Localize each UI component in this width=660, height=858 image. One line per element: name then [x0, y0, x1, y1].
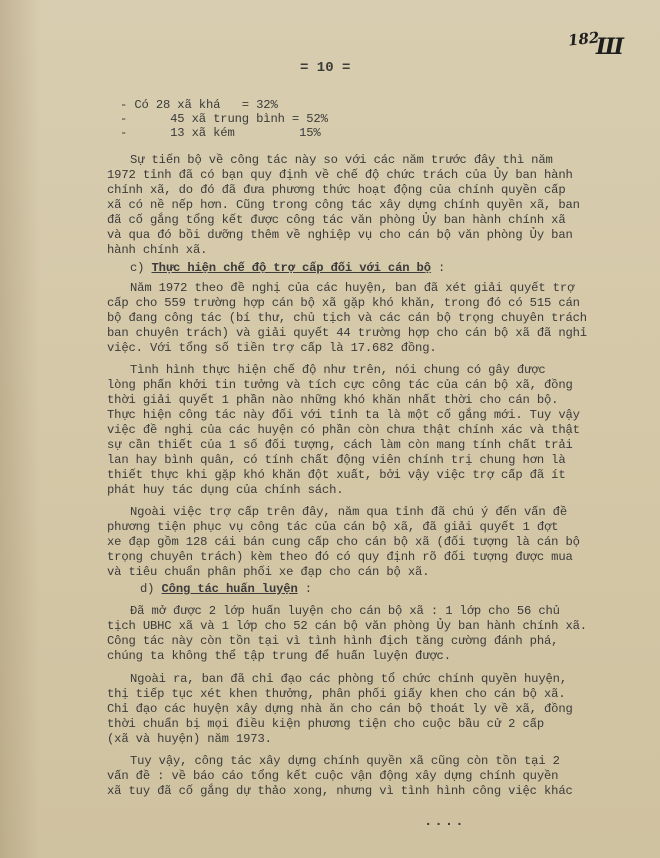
paragraph-line: bộ đang công tác (bí thư, chủ tịch và các cán bộ trọng chuyên trách	[107, 311, 587, 325]
paragraph-line: Đã mở được 2 lớp huấn luyện cho cán bộ xã : 1 lớp cho 56 chủ	[130, 604, 560, 618]
paragraph-line: Công tác này còn tồn tại vì tình hình địch tăng cường đánh phá,	[107, 634, 559, 648]
paragraph-line: Tình hình thực hiện chế độ như trên, nói chung có gây được	[130, 363, 546, 377]
paragraph-line: ban chuyên trách) và giải quyết 44 trường hợp cho cán bộ xã đã nghỉ	[107, 326, 587, 340]
paragraph-line: tịch UBHC xã và 1 lớp cho 52 cán bộ văn phòng Ủy ban hành chính xã.	[107, 619, 587, 633]
paragraph-line: Năm 1972 theo đề nghị của các huyện, ban đã xét giải quyết trợ	[130, 281, 575, 295]
section-prefix: c)	[130, 261, 152, 275]
stat-line: - Có 28 xã khá = 32%	[120, 98, 278, 112]
handwritten-folio-number: 182	[567, 28, 601, 50]
paragraph-line: hành chính xã.	[107, 243, 208, 257]
paragraph-line: Sự tiến bộ về công tác này so với các năm trước đây thì năm	[130, 153, 553, 167]
paragraph-line: (xã và huyện) năm 1973.	[107, 732, 272, 746]
section-title: Thực hiện chế độ trợ cấp đối với cán bộ	[151, 261, 431, 275]
section-suffix: :	[297, 582, 312, 596]
paragraph-line: thị tiếp tục xét khen thưởng, phân phối giấy khen cho cán bộ xã.	[107, 687, 566, 701]
paragraph-line: 1972 tỉnh đã có bạn quy định về chế độ chức trách của Ủy ban hành	[107, 168, 573, 182]
paragraph-line: phương tiện phục vụ công tác của cán bộ xã, đã giải quyết 1 đợt	[107, 520, 559, 534]
paragraph-line: đã cố gắng tổng kết được công tác văn phòng Ủy ban hành chính xã	[107, 213, 566, 227]
paragraph-line: trọng chuyên trách) kèm theo đó có quy định rõ đối tượng được mua	[107, 550, 573, 564]
page-stain	[0, 0, 40, 858]
paragraph-line: thời giải quyết 1 phần nào những khó khăn nhất thời cho cán bộ.	[107, 393, 559, 407]
paragraph-line: và tiêu chuẩn phân phối xe đạp cho cán bộ xã.	[107, 565, 430, 579]
paragraph-line: xe đạp gồm 128 cái bán cung cấp cho cán bộ xã (đối tượng là cán bộ	[107, 535, 580, 549]
paragraph-line: lòng phấn khởi tin tưởng và tích cực công tác của cán bộ xã, đồng	[107, 378, 573, 392]
paragraph-line: và qua đó bồi dưỡng thêm về nghiệp vụ cho cán bộ văn phòng Ủy ban	[107, 228, 573, 242]
paragraph-line: Ngoài việc trợ cấp trên đây, năm qua tỉnh đã chú ý đến vấn đề	[130, 505, 567, 519]
paragraph-line: lan hay bình quân, có tính chất động viên chính trị chung hơn là	[107, 453, 566, 467]
paragraph-line: việc. Với tổng số tiền trợ cấp là 17.682 đồng.	[107, 341, 437, 355]
paragraph-line: thiết thực khi gặp khó khăn đột xuất, bởi vậy việc trợ cấp đã ít	[107, 468, 566, 482]
paragraph-line: cấp cho 559 trường hợp cán bộ xã gặp khó khăn, trong đó có 515 cán	[107, 296, 580, 310]
paragraph-line: phát huy tác dụng của chính sách.	[107, 483, 344, 497]
paragraph-line: Tuy vậy, công tác xây dựng chính quyền xã cũng còn tồn tại 2	[130, 754, 560, 768]
paragraph-line: Thực hiện công tác này đối với tỉnh ta là một cố gắng mới. Tuy vậy	[107, 408, 580, 422]
section-suffix: :	[430, 261, 446, 275]
paragraph-line: Chỉ đạo các huyện xây dựng nhà ăn cho cán bộ thoát ly về xã, đồng	[107, 702, 573, 716]
section-title: Công tác huấn luyện	[161, 582, 298, 596]
paragraph-line: vấn đề : về báo cáo tổng kết cuộc vận động xây dựng chính quyền	[107, 769, 559, 783]
paragraph-line: Ngoài ra, ban đã chỉ đạo các phòng tổ chức chính quyền huyện,	[130, 672, 567, 686]
paragraph-line: xã tuy đã cố gắng dự thảo xong, nhưng vì tình hình công việc khác	[107, 784, 573, 798]
paragraph-line: sự cần thiết của 1 số đối tượng, cách làm còn mang tính chất trải	[107, 438, 573, 452]
page-number: = 10 =	[300, 60, 351, 76]
paragraph-line: chính xã, do đó đã đưa phương thức hoạt động của chính quyền cấp	[107, 183, 566, 197]
paragraph-line: xã có nề nếp hơn. Cũng trong công tác xây dựng chính quyền xã, ban	[107, 198, 580, 212]
continuation-dots: ....	[424, 814, 466, 830]
section-prefix: d)	[140, 582, 162, 596]
paragraph-line: việc đề nghị của các huyện có phần còn chưa thật chính xác và thật	[107, 423, 580, 437]
stat-line: - 13 xã kém 15%	[120, 126, 321, 140]
stat-line: - 45 xã trung bình = 52%	[120, 112, 328, 126]
paragraph-line: chúng ta không thể tập trung để huấn luyện được.	[107, 649, 451, 663]
section-heading-d	[140, 582, 312, 597]
section-heading-c	[130, 261, 445, 276]
handwritten-mark: Ш	[596, 34, 622, 60]
paragraph-line: thời chuẩn bị mọi điều kiện phương tiện cho cuộc bầu cử 2 cấp	[107, 717, 544, 731]
